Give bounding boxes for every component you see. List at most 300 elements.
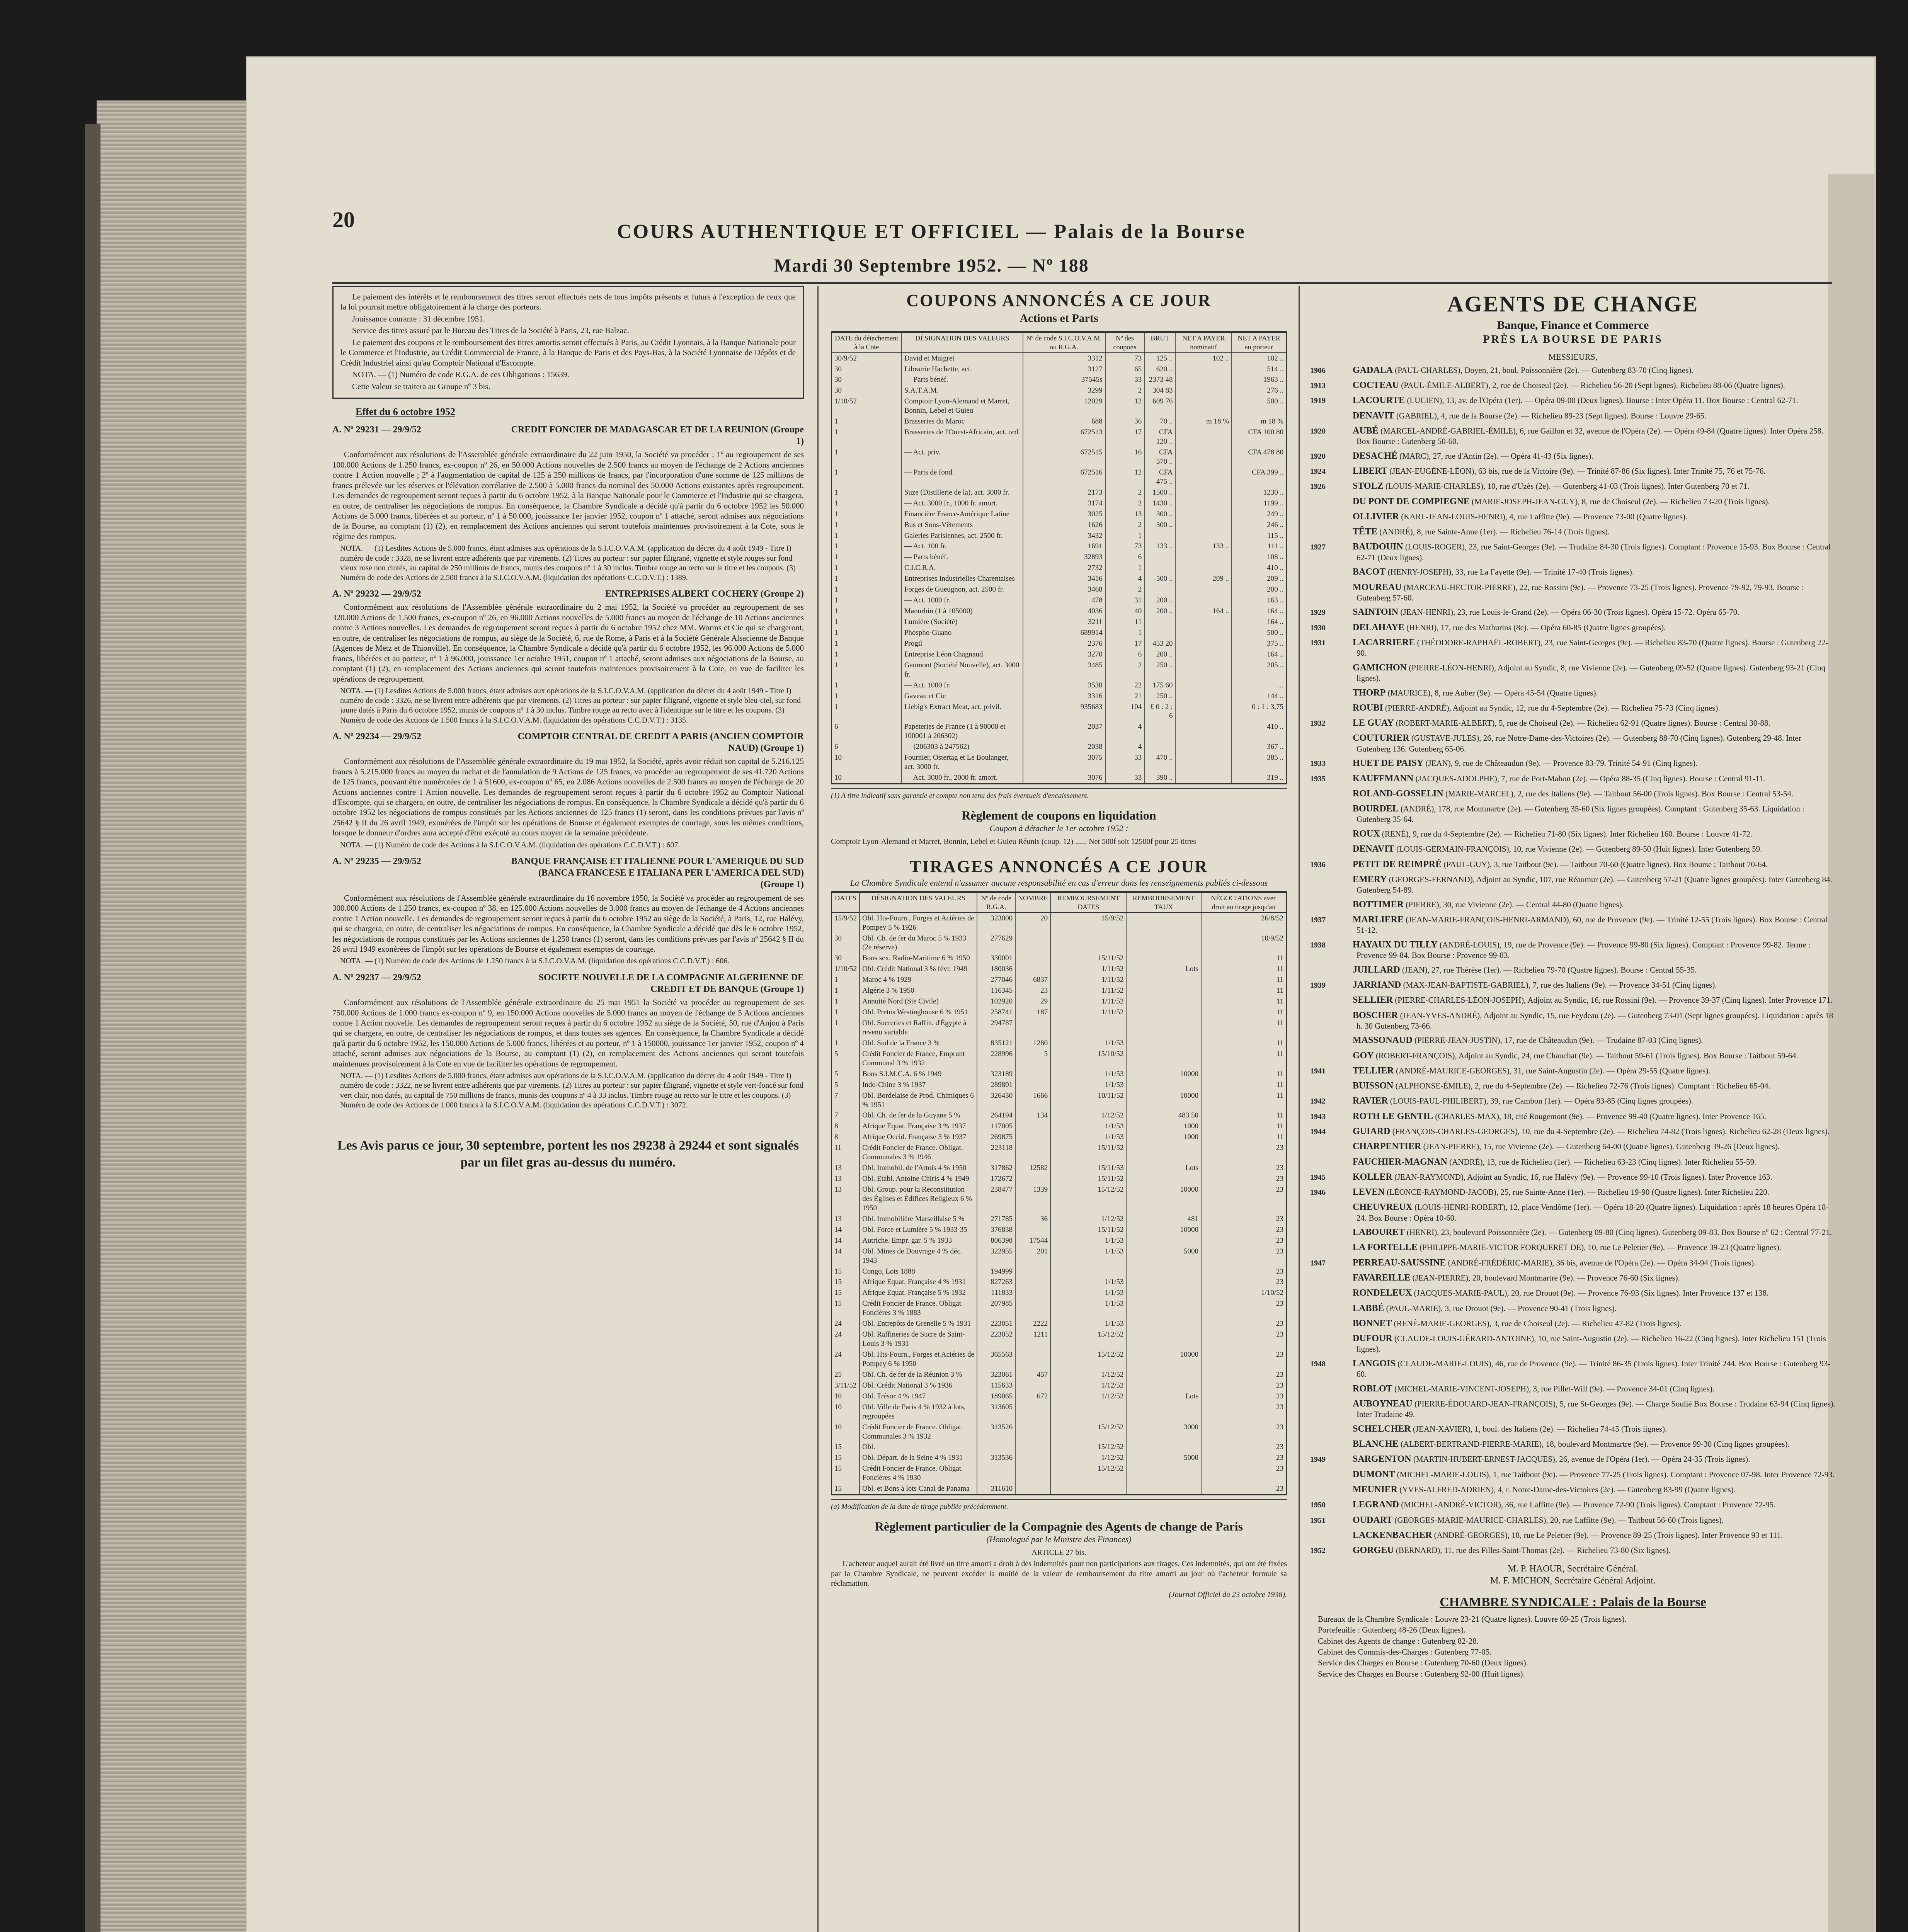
table-cell: 209 .. — [1232, 573, 1286, 584]
agent-details: (GEORGES-MARIE-MAURICE-CHARLES), 20, rue Laffitte (9e). — Taitbout 56-60 (Trois lignes). — [1394, 1515, 1724, 1525]
table-cell: 12 — [1105, 467, 1145, 487]
table-cell: 1 — [834, 468, 838, 476]
table-cell — [1126, 933, 1201, 953]
agent-name: DENAVIT — [1353, 844, 1394, 854]
table-cell: 2 — [1105, 660, 1145, 680]
table-cell — [1126, 1080, 1201, 1090]
agent-year: 1947 — [1310, 1259, 1326, 1267]
table-cell — [1015, 1287, 1050, 1298]
table-cell: Obl. Trésor 4 % 1947 — [860, 1391, 977, 1402]
table-cell — [1175, 487, 1232, 498]
agent-details: (PIERRE-JEAN-JUSTIN), 17, rue de Châteaudun (9e). — Trudaine 87-03 (Cinq lignes). — [1414, 1036, 1703, 1045]
table-cell: 500 .. — [1232, 628, 1286, 638]
agent-name: LIBERT — [1353, 466, 1387, 476]
table-cell — [1126, 1318, 1201, 1329]
column-header: NÉGOCIATIONS avec droit au tirage jusqu'au — [1201, 893, 1286, 912]
list-item — [1310, 1050, 1836, 1061]
avis-heading — [332, 855, 804, 891]
table-cell: 15/12/52 — [1050, 1184, 1126, 1214]
agent-details: (ANDRÉ-FRÉDÉRIC-MARIE), 36 bis, avenue de l'Opéra (2e). — Opéra 34-94 (Trois lignes). — [1448, 1258, 1756, 1267]
table-cell — [1015, 1069, 1050, 1080]
list-item — [1310, 1545, 1836, 1556]
table-cell: 194999 — [977, 1266, 1015, 1277]
agent-name: DUMONT — [1353, 1469, 1395, 1480]
table-cell: 23 — [1201, 1380, 1286, 1391]
list-item — [1310, 1358, 1836, 1379]
table-cell: Crédit Foncier de France. Obligat. Communales 3 % 1946 — [860, 1143, 977, 1163]
table-cell: 200 .. — [1144, 595, 1175, 606]
column-header: DATE du détachement à la Cote — [832, 333, 902, 352]
table-cell: 11 — [1201, 1049, 1286, 1069]
table-cell: 23 — [1201, 1402, 1286, 1422]
table-cell: 10000 — [1126, 1184, 1201, 1214]
agent-details: (CLAUDE-MARIE-LOUIS), 46, rue de Provence (9e). — Trinité 86-35 (Trois lignes). Inter Trinité 244. Box Bourse : Gutenberg 93-60. — [1357, 1359, 1831, 1379]
column-header: BRUT — [1144, 333, 1175, 352]
table-row — [832, 606, 1286, 617]
table-cell: 1 — [834, 417, 838, 426]
list-item — [1310, 637, 1836, 658]
agent-name: LABOURET — [1353, 1227, 1405, 1238]
agent-name: LACARRIERE — [1353, 637, 1415, 648]
table-cell: 1/11/52 — [1050, 985, 1126, 996]
agent-details: (JEAN-PIERRE), 15, rue Vivienne (2e). — Gutenberg 64-00 (Quatre lignes). Gutenberg 39-26 (Deux lignes). — [1423, 1142, 1780, 1151]
table-cell: Obl. Départ. de la Seine 4 % 1931 — [860, 1452, 977, 1463]
table-cell: Obl. Entrepôts de Grenelle 5 % 1931 — [860, 1318, 977, 1329]
table-cell: 1/11/52 — [1050, 1007, 1126, 1018]
table-cell: 164 .. — [1175, 606, 1232, 617]
table-cell: 276 .. — [1232, 385, 1286, 396]
table-cell: £ 0 : 2 : 6 — [1144, 702, 1175, 722]
table-cell: 688 — [1023, 416, 1105, 427]
table-cell: 294787 — [977, 1018, 1015, 1038]
table-cell: 1/1/53 — [1050, 1132, 1126, 1143]
agent-details: (PAUL-GUY), 3, rue Taitbout (9e). — Taitbout 70-60 (Quatre lignes). Box Bourse : Taitbout 70-64. — [1443, 859, 1768, 869]
list-item — [1310, 1227, 1836, 1238]
coupons-header-row — [832, 333, 1286, 352]
list-item — [1310, 466, 1836, 477]
table-cell — [1144, 531, 1175, 541]
table-cell — [1126, 1266, 1201, 1277]
table-row — [832, 584, 1286, 595]
agent-details: (JEAN-EUGÈNE-LÉON), 63 bis, rue de la Victoire (9e). — Trinité 87-86 (Six lignes). Inter Trinité 75, 76 et 75-76. — [1389, 466, 1766, 476]
table-cell: 3000 — [1126, 1422, 1201, 1442]
table-cell — [1144, 552, 1175, 563]
table-cell — [1126, 1038, 1201, 1049]
table-cell: Algérie 3 % 1950 — [860, 985, 977, 996]
list-item — [1310, 859, 1836, 870]
table-cell: 323000 — [977, 913, 1015, 933]
table-cell: 5 — [834, 1070, 838, 1078]
table-row — [832, 467, 1286, 487]
tirages-header-row — [832, 893, 1286, 912]
table-cell: 238477 — [977, 1184, 1015, 1214]
table-cell: 1230 .. — [1232, 487, 1286, 498]
table-cell: Obl. Ville de Paris 4 % 1932 à lots, regroupées — [860, 1402, 977, 1422]
table-cell — [1126, 1007, 1201, 1018]
table-cell: 1626 — [1023, 520, 1105, 531]
table-cell: — (206303 à 247562) — [902, 742, 1023, 752]
tirages-table — [832, 892, 1286, 1494]
table-cell: Financière France-Amérique Latine — [902, 509, 1023, 520]
table-cell — [1175, 772, 1232, 783]
list-item — [1310, 758, 1836, 769]
table-cell: 470 .. — [1144, 752, 1175, 772]
agent-details: (MARIE-MARCEL), 2, rue des Italiens (9e). — Taitbout 56-00 (Trois lignes). Box Bourse : Central 53-54. — [1445, 789, 1794, 798]
table-cell: 8 — [834, 1122, 838, 1131]
table-row — [832, 964, 1286, 975]
table-cell: 10000 — [1126, 1090, 1201, 1111]
agent-details: (KARL-JEAN-LOUIS-HENRI), 4, rue Laffitte (9e). — Provence 73-00 (Quatre lignes). — [1401, 512, 1688, 521]
agent-year: 1941 — [1310, 1066, 1326, 1075]
table-cell: CFA 100 80 — [1232, 427, 1286, 447]
table-cell: 313536 — [977, 1452, 1015, 1463]
table-cell: 2 — [1105, 498, 1145, 509]
reglement-title: Règlement de coupons en liquidation — [962, 808, 1156, 822]
table-cell: Gaveau et Cie — [902, 691, 1023, 702]
agent-name: RAVIER — [1353, 1096, 1388, 1106]
book-binding — [97, 100, 250, 1932]
table-cell — [1175, 364, 1232, 375]
table-cell: 201 — [1015, 1246, 1050, 1266]
agent-details: (MARCEL-ANDRÉ-GABRIEL-ÉMILE), 6, rue Gaillon et 32, avenue de l'Opéra (2e). — Opéra 49-84 (Quatre lignes). Inter Opéra 258. Box Bourse : Gutenberg 50-60. — [1357, 426, 1824, 446]
table-cell: 1500 .. — [1144, 487, 1175, 498]
table-cell: 5000 — [1126, 1246, 1201, 1266]
table-row — [832, 1132, 1286, 1143]
table-cell — [1126, 953, 1201, 964]
table-cell: 65 — [1105, 364, 1145, 375]
table-cell: — Act. 1000 fr. — [902, 680, 1023, 691]
table-cell: 1 — [834, 650, 838, 658]
agent-details: (PAUL-MARIE), 3, rue Drouot (9e). — Provence 90-41 (Trois lignes). — [1386, 1303, 1617, 1313]
table-cell: 144 .. — [1232, 691, 1286, 702]
list-item — [1310, 1202, 1836, 1223]
table-cell: 304 83 — [1144, 385, 1175, 396]
table-cell: 24 — [834, 1350, 842, 1359]
table-cell — [1015, 1442, 1050, 1452]
table-cell: Crédit Foncier de France, Emprunt Communal 3 % 1932 — [860, 1049, 977, 1069]
table-cell: 0 : 1 : 3,75 — [1232, 702, 1286, 722]
table-cell: 23 — [1201, 1318, 1286, 1329]
table-cell: 17 — [1105, 638, 1145, 649]
agent-details: (PIERRE-ÉDOUARD-JEAN-FRANÇOIS), 5, rue St-Georges (9e). — Charge Soulié Box Bourse : Trudaine 63-94 (Cinq lignes). Inter Trudaine 49. — [1357, 1399, 1835, 1419]
agent-name: AUBÉ — [1353, 425, 1379, 436]
list-item — [1310, 662, 1836, 684]
table-cell: 1/1/53 — [1050, 1277, 1126, 1287]
agent-name: KOLLER — [1353, 1172, 1392, 1182]
table-cell: 205 .. — [1232, 660, 1286, 680]
agent-year: 1932 — [1310, 719, 1326, 728]
table-cell: 1 — [834, 1008, 838, 1017]
table-cell — [1175, 752, 1232, 772]
chambre-line: Cabinet des Agents de change : Gutenberg 82-28. — [1318, 1636, 1479, 1646]
table-cell: 164 .. — [1232, 606, 1286, 617]
agent-name: GAMICHON — [1353, 662, 1407, 673]
table-row — [832, 1184, 1286, 1214]
table-cell: ... — [1232, 680, 1286, 691]
chambre-line: Service des Charges en Bourse : Gutenberg 70-60 (Deux lignes). — [1318, 1658, 1528, 1668]
table-cell: 13 — [1105, 509, 1145, 520]
agent-name: COCTEAU — [1353, 380, 1399, 391]
table-cell: 1/1/53 — [1050, 1287, 1126, 1298]
table-cell: 115 .. — [1232, 531, 1286, 541]
table-cell: 23 — [1201, 1391, 1286, 1402]
table-cell: 1/1/53 — [1050, 1318, 1126, 1329]
list-item — [1310, 1303, 1836, 1314]
table-cell: Lots — [1126, 964, 1201, 975]
avis-number: A. Nº 29234 — 29/9/52 — [332, 731, 421, 742]
table-cell: 3025 — [1023, 509, 1105, 520]
table-cell: 12 — [1105, 396, 1145, 416]
table-cell: 835121 — [977, 1038, 1015, 1049]
table-cell: 10 — [834, 1423, 842, 1431]
list-item — [1310, 718, 1836, 729]
table-row — [832, 1173, 1286, 1184]
table-row — [832, 996, 1286, 1007]
table-cell: 23 — [1015, 985, 1050, 996]
chambre-lines — [1310, 1614, 1836, 1679]
agent-details: (ANDRÉ-LOUIS), 19, rue de Provence (9e). — Provence 99-80 (Six lignes). Comptant : Provence 99-82. Terme : Provence 99-84. Box Bourse : Provence 99-83. — [1357, 940, 1811, 960]
table-cell: 116345 — [977, 985, 1015, 996]
table-cell: 207985 — [977, 1298, 1015, 1318]
list-item — [1310, 1287, 1836, 1299]
list-item — [1310, 1172, 1836, 1183]
table-cell: Obl. Pretos Westinghouse 6 % 1951 — [860, 1007, 977, 1018]
masthead-title: COURS AUTHENTIQUE ET OFFICIEL — Palais de la Bourse — [617, 221, 1246, 243]
table-cell: 1/1/53 — [1050, 1298, 1126, 1318]
table-cell: 172672 — [977, 1173, 1015, 1184]
table-cell: 73 — [1105, 541, 1145, 552]
agent-year: 1951 — [1310, 1516, 1326, 1525]
tirages-title: TIRAGES ANNONCÉS A CE JOUR — [909, 857, 1208, 876]
table-cell: 10000 — [1126, 1225, 1201, 1235]
table-cell — [1126, 1143, 1201, 1163]
table-cell: 17544 — [1015, 1235, 1050, 1246]
officers — [1310, 1563, 1836, 1586]
table-cell — [1144, 584, 1175, 595]
table-cell: 23 — [1201, 1483, 1286, 1494]
table-cell: 13 — [834, 1214, 842, 1223]
table-cell: 15/11/52 — [1050, 953, 1126, 964]
table-cell: 23 — [1201, 1225, 1286, 1235]
table-cell: 10 — [834, 774, 842, 782]
table-row — [832, 520, 1286, 531]
agent-year: 1944 — [1310, 1127, 1326, 1136]
table-cell: 1 — [834, 553, 838, 561]
table-cell: — Act. priv. — [902, 447, 1023, 467]
agent-name: SARGENTON — [1353, 1454, 1411, 1464]
agent-name: RONDELEUX — [1353, 1288, 1412, 1298]
table-cell: 1280 — [1015, 1038, 1050, 1049]
table-cell — [1015, 964, 1050, 975]
table-cell: 228996 — [977, 1049, 1015, 1069]
agent-name: TÊTE — [1353, 527, 1378, 537]
table-cell — [1050, 933, 1126, 953]
table-cell: 10 — [834, 1403, 842, 1411]
agent-details: (PAUL-ÉMILE-ALBERT), 2, rue de Choiseul (2e). — Richelieu 56-20 (Sept lignes). Richelieu 88-06 (Quatre lignes). — [1401, 381, 1785, 390]
table-cell: 11 — [1201, 1121, 1286, 1132]
agent-name: LEGRAND — [1353, 1500, 1399, 1510]
table-cell: 111 .. — [1232, 541, 1286, 552]
table-cell: — Act. 3000 fr., 1000 fr. amort. — [902, 498, 1023, 509]
table-cell: 1/1/53 — [1050, 1235, 1126, 1246]
agent-details: (ALBERT-BERTRAND-PIERRE-MARIE), 18, boulevard Montmartre (9e). — Provence 99-30 (Cinq lignes groupées). — [1400, 1439, 1790, 1449]
agent-details: (JACQUES-MARIE-PAUL), 20, rue Drouot (9e). — Provence 76-93 (Six lignes). Inter Provence 137 et 138. — [1414, 1288, 1769, 1298]
table-cell — [1015, 1463, 1050, 1483]
masthead-date: Mardi 30 Septembre 1952. — Nº 188 — [774, 255, 1089, 276]
table-cell — [1175, 396, 1232, 416]
avis-number: A. Nº 29232 — 29/9/52 — [332, 589, 421, 599]
table-row — [832, 975, 1286, 985]
agent-name: THORP — [1353, 687, 1386, 698]
list-item — [1310, 365, 1836, 376]
table-cell: 6837 — [1015, 975, 1050, 985]
table-cell: 102 .. — [1175, 353, 1232, 364]
table-cell: 23 — [1201, 1143, 1286, 1163]
list-item — [1310, 803, 1836, 825]
article-text: L'acheteur auquel aurait été livré un titre amorti a droit à des indemnités pour non participations aux tirages. Ces indemnités, qui ont été fixées par la Chambre Syndicale, ne peuvent excéder la moitié de la valeur de remboursement du titre amorti au jour où l'acheteur formule sa réclamation. — [831, 1560, 1287, 1588]
agent-name: JUILLARD — [1353, 964, 1400, 975]
list-item — [1310, 1423, 1836, 1435]
table-cell: 1000 — [1126, 1121, 1201, 1132]
agent-details: (GEORGES-FERNAND), Adjoint au Syndic, 107, rue Réaumur (2e). — Gutenberg 57-21 (Quatre lignes groupées). Inter Gutenberg 84. Gutenberg 54-89. — [1357, 874, 1832, 895]
agent-name: GUIARD — [1353, 1126, 1391, 1136]
table-row — [832, 1369, 1286, 1380]
table-row — [832, 1069, 1286, 1080]
table-cell — [1175, 638, 1232, 649]
table-cell: Bus et Sons-Vêtements — [902, 520, 1023, 531]
table-row — [832, 742, 1286, 752]
table-cell: Obl. Crédit National 3 % 1936 — [860, 1380, 977, 1391]
column-header: NOMBRE — [1015, 893, 1050, 912]
agent-details: (MAURICE), 8, rue Auber (9e). — Opéra 45-54 (Quatre lignes). — [1387, 688, 1598, 697]
table-cell: 187 — [1015, 1007, 1050, 1018]
table-cell: 367 .. — [1232, 742, 1286, 752]
table-cell: 175 60 — [1144, 680, 1175, 691]
table-row — [832, 933, 1286, 953]
agent-details: (RENÉ-MARIE-GEORGES), 3, rue de Choiseul (2e). — Richelieu 47-82 (Trois lignes). — [1394, 1318, 1682, 1328]
table-cell: 23 — [1201, 1214, 1286, 1225]
table-cell: 246 .. — [1232, 520, 1286, 531]
table-cell: 12582 — [1015, 1163, 1050, 1173]
article-source: (Journal Officiel du 23 octobre 1938). — [1169, 1590, 1287, 1599]
table-cell: — Act. 100 fr. — [902, 541, 1023, 552]
list-item — [1310, 1242, 1836, 1253]
tirages-table-frame — [831, 891, 1287, 1495]
agent-details: (THÉODORE-RAPHAËL-ROBERT), 23, rue Saint-Georges (9e). — Richelieu 83-70 (Quatre lignes). Bourse : Gutenberg 22-90. — [1357, 638, 1828, 658]
table-cell: 33 — [1105, 772, 1145, 783]
agent-details: (HENRY-JOSEPH), 33, rue La Fayette (9e). — Trinité 17-40 (Trois lignes). — [1387, 567, 1634, 577]
table-cell: 31 — [1105, 595, 1145, 606]
table-cell: 15/12/52 — [1050, 1442, 1126, 1452]
table-row — [832, 721, 1286, 742]
table-cell — [1126, 1235, 1201, 1246]
deputy-secretary: M. F. MICHON, Secrétaire Général Adjoint. — [1490, 1575, 1656, 1586]
table-cell: 249 .. — [1232, 509, 1286, 520]
table-cell: 1 — [834, 702, 838, 711]
agent-name: MOUREAU — [1353, 582, 1402, 592]
table-cell: 15 — [834, 1485, 842, 1493]
table-cell: Obl. Etabl. Antoine Chiris 4 % 1949 — [860, 1173, 977, 1184]
table-cell: 326430 — [977, 1090, 1015, 1111]
table-cell: Obl. Mines de Douvrage 4 % déc. 1943 — [860, 1246, 977, 1266]
table-cell: 15/11/52 — [1050, 1173, 1126, 1184]
table-cell: Galeries Parisiennes, act. 2500 fr. — [902, 531, 1023, 541]
table-cell: — Parts bénéf. — [902, 374, 1023, 385]
table-cell — [1175, 374, 1232, 385]
table-cell: 935683 — [1023, 702, 1105, 722]
table-cell — [1175, 617, 1232, 628]
agent-details: (JEAN-XAVIER), 1, boul. des Italiens (2e). — Richelieu 74-45 (Trois lignes). — [1413, 1424, 1667, 1434]
effet-heading: Effet du 6 octobre 1952 — [356, 406, 456, 418]
table-cell — [1175, 649, 1232, 660]
table-cell: 6 — [834, 723, 838, 731]
avis-text: Conformément aux résolutions de l'Assemblée générale extraordinaire du 16 novembre 1950, la Société va procéder au regroupement de ses 300.000 Actions de 1.250 francs, ex-coupon nº 38, en 125.000 Actions nouvelles de 3.000 francs au moyen de l'échange de 4 Actions anciennes contre 1 Action nouvelle. Les demandes de regroupement seront reçues à partir du 6 octobre 1952 au siège de la Société, à Paris, 12, rue Halévy, qui se chargera, en outre, de centraliser les négociations de rompus. En conséquence, la Chambre Syndicale a décidé que dès le 6 octobre 1952, les négociations de rompus constitués par les Actions anciennes de 1.250 francs (1) seront, dans les conditions prévues par l'avis nº 25642 § II du 26 avril 1949 exonérées de l'impôt sur les opérations de Bourse et également exemptes de courtage. — [332, 893, 804, 954]
table-row — [832, 595, 1286, 606]
table-cell: 390 .. — [1144, 772, 1175, 783]
agent-details: (PIERRE-ANDRÉ), Adjoint au Syndic, 12, rue du 4-Septembre (2e). — Richelieu 75-73 (Cinq lignes). — [1385, 703, 1720, 713]
table-row — [832, 953, 1286, 964]
table-cell: Obl. Hts-Fourn., Forges et Aciéries de Pompey 6 % 1950 — [860, 1349, 977, 1369]
list-item — [1310, 526, 1836, 537]
table-cell: 1 — [834, 520, 838, 529]
agent-name: OLLIVIER — [1353, 511, 1399, 522]
table-cell: Crédit Foncier de France. Obligat. Foncières 4 % 1930 — [860, 1463, 977, 1483]
table-cell: 6 — [1105, 649, 1145, 660]
list-item — [1310, 1272, 1836, 1284]
table-cell: 1 — [834, 1019, 838, 1027]
tirages-body — [832, 913, 1286, 1495]
table-cell: 1 — [834, 575, 838, 583]
coupons-title: COUPONS ANNONCÉS A CE JOUR — [906, 291, 1212, 310]
list-item — [1310, 496, 1836, 507]
agent-year: 1950 — [1310, 1501, 1326, 1510]
table-cell: 4036 — [1023, 606, 1105, 617]
table-cell: 3485 — [1023, 660, 1105, 680]
table-cell: Afrique Equat. Française 3 % 1937 — [860, 1121, 977, 1132]
table-cell: 1000 — [1126, 1132, 1201, 1143]
table-cell: 3075 — [1023, 752, 1105, 772]
list-item — [1310, 425, 1836, 447]
avis-notes: NOTA. — (1) Lesdites Actions de 5.000 francs, étant admises aux opérations de la S.I.C.O.V.A.M. (application du décret du 4 août 1949 - Titre I) numéro de code : 3328, ne se livrent entre adhérents que par virements. (2) Titres au porteur : sur papier filigrané, vignette et style rouges sur fond vieux rose non cintés, au capital de 250 millions de francs, munis des coupons nº 1 à 30 inclus. Timbre rouge au recto sur le titre et les coupons. (3) Numéro de code des Actions de 2.500 francs à la S.I.C.O.V.A.M. (liquidation des opérations C.C.D.V.T.) : 1389. — [340, 544, 796, 582]
table-cell — [1015, 1380, 1050, 1391]
table-cell: Obl. et Bons à lots Canal de Panama — [860, 1483, 977, 1494]
table-cell: 13 — [834, 1164, 842, 1172]
table-cell — [1050, 1483, 1126, 1494]
agent-details: (JEAN-YVES-ANDRÉ), Adjoint au Syndic, 15, rue Feydeau (2e). — Gutenberg 73-01 (Sept lignes groupées). Liquidation : après 18 h. 30 Gutenberg 73-66. — [1357, 1010, 1833, 1031]
table-cell: 23 — [1201, 1298, 1286, 1318]
list-item — [1310, 1318, 1836, 1329]
table-cell: 13 — [834, 1175, 842, 1183]
table-cell — [1015, 1143, 1050, 1163]
table-cell: 5 — [1015, 1049, 1050, 1069]
agent-details: (ALPHONSE-ÉMILE), 2, rue du 4-Septembre (2e). — Richelieu 72-76 (Trois lignes). Comptant : Richelieu 65-04. — [1395, 1081, 1770, 1091]
table-row — [832, 563, 1286, 573]
avis-company: COMPTOIR CENTRAL DE CREDIT A PARIS (ANCIEN COMPTOIR NAUD) (Groupe 1) — [517, 731, 804, 753]
table-cell: 1 — [834, 986, 838, 995]
table-cell — [1126, 1329, 1201, 1349]
list-item — [1310, 788, 1836, 799]
table-cell: C.I.C.R.A. — [902, 563, 1023, 573]
table-cell: Lots — [1126, 1391, 1201, 1402]
agent-name: STOLZ — [1353, 481, 1384, 492]
table-row — [832, 374, 1286, 385]
agent-details: (ROBERT-MARIE-ALBERT), 5, rue de Choiseul (2e). — Richelieu 62-91 (Quatre lignes). Bourse : Central 30-88. — [1396, 718, 1770, 728]
table-cell: 376838 — [977, 1225, 1015, 1235]
table-cell: 15 — [834, 1454, 842, 1462]
table-row — [832, 649, 1286, 660]
agent-name: GORGEU — [1353, 1545, 1394, 1556]
table-cell: Autriche. Empr. gar. 5 % 1933 — [860, 1235, 977, 1246]
